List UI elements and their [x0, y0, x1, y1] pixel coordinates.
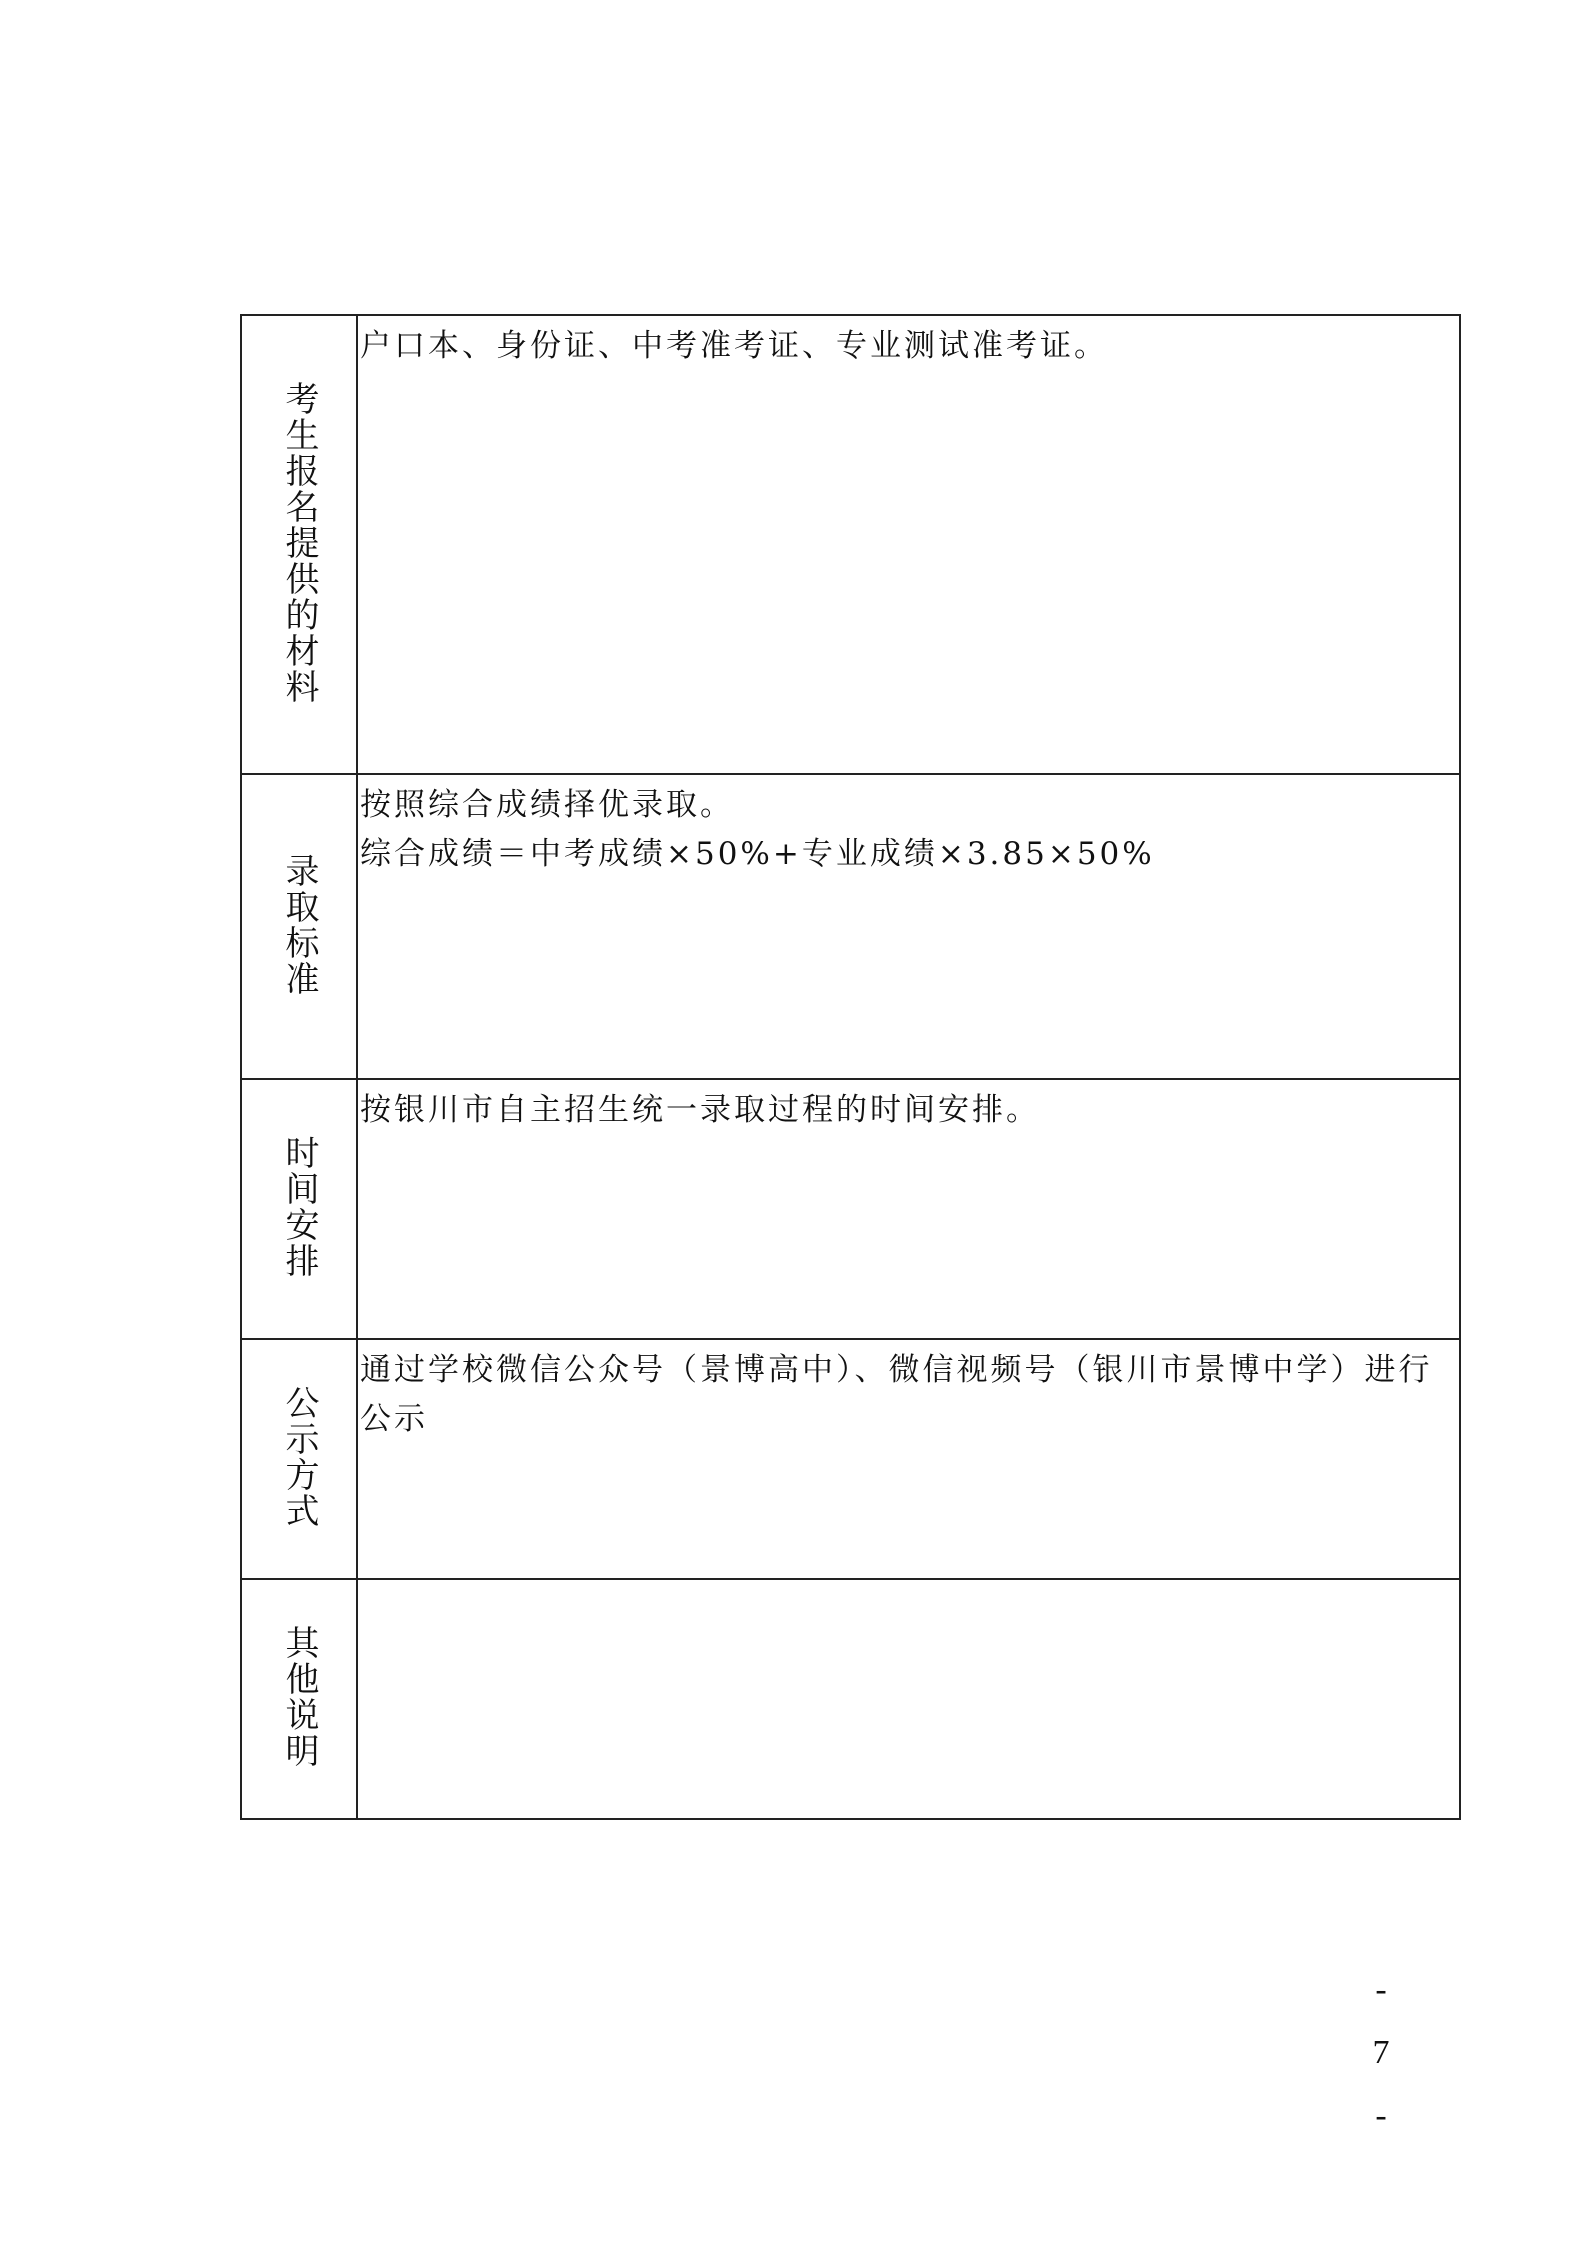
page-dash-top: - — [1375, 1971, 1387, 2008]
publicity-text: 通过学校微信公众号（景博高中）、微信视频号（银川市景博中学）进行公示 — [360, 1352, 1433, 1437]
row-content-cell — [357, 774, 1460, 1079]
page-number — [1364, 1958, 1398, 2147]
row-label-publicity: 公示方式 — [279, 1385, 319, 1529]
table-row — [241, 1579, 1460, 1819]
table-row — [241, 774, 1460, 1079]
schedule-text: 按银川市自主招生统一录取过程的时间安排。 — [360, 1092, 1040, 1128]
score-formula-text: 综合成绩＝中考成绩×50%+专业成绩×3.85×50% — [360, 836, 1155, 872]
materials-text: 户口本、身份证、中考准考证、专业测试准考证。 — [360, 328, 1108, 364]
admission-rule-text: 按照综合成绩择优录取。 — [360, 787, 734, 823]
row-label-other-notes: 其他说明 — [279, 1625, 319, 1769]
info-table — [240, 314, 1461, 1820]
table-row — [241, 315, 1460, 774]
row-content-cell — [357, 1079, 1460, 1339]
page-dash-bottom: - — [1375, 2097, 1387, 2134]
table-row — [241, 1079, 1460, 1339]
table-row — [241, 1339, 1460, 1579]
row-label-admission-criteria: 录取标准 — [279, 852, 319, 997]
row-label-cell — [241, 315, 357, 774]
row-label-schedule: 时间安排 — [279, 1135, 319, 1279]
row-content-cell — [357, 1339, 1460, 1579]
row-content-cell — [357, 1579, 1460, 1819]
page-number-value: 7 — [1372, 2034, 1390, 2071]
row-content-cell — [357, 315, 1460, 774]
row-label-materials: 考生报名提供的材料 — [279, 380, 319, 705]
row-label-cell — [241, 1579, 357, 1819]
row-label-cell — [241, 1339, 357, 1579]
row-label-cell — [241, 1079, 357, 1339]
row-label-cell — [241, 774, 357, 1079]
